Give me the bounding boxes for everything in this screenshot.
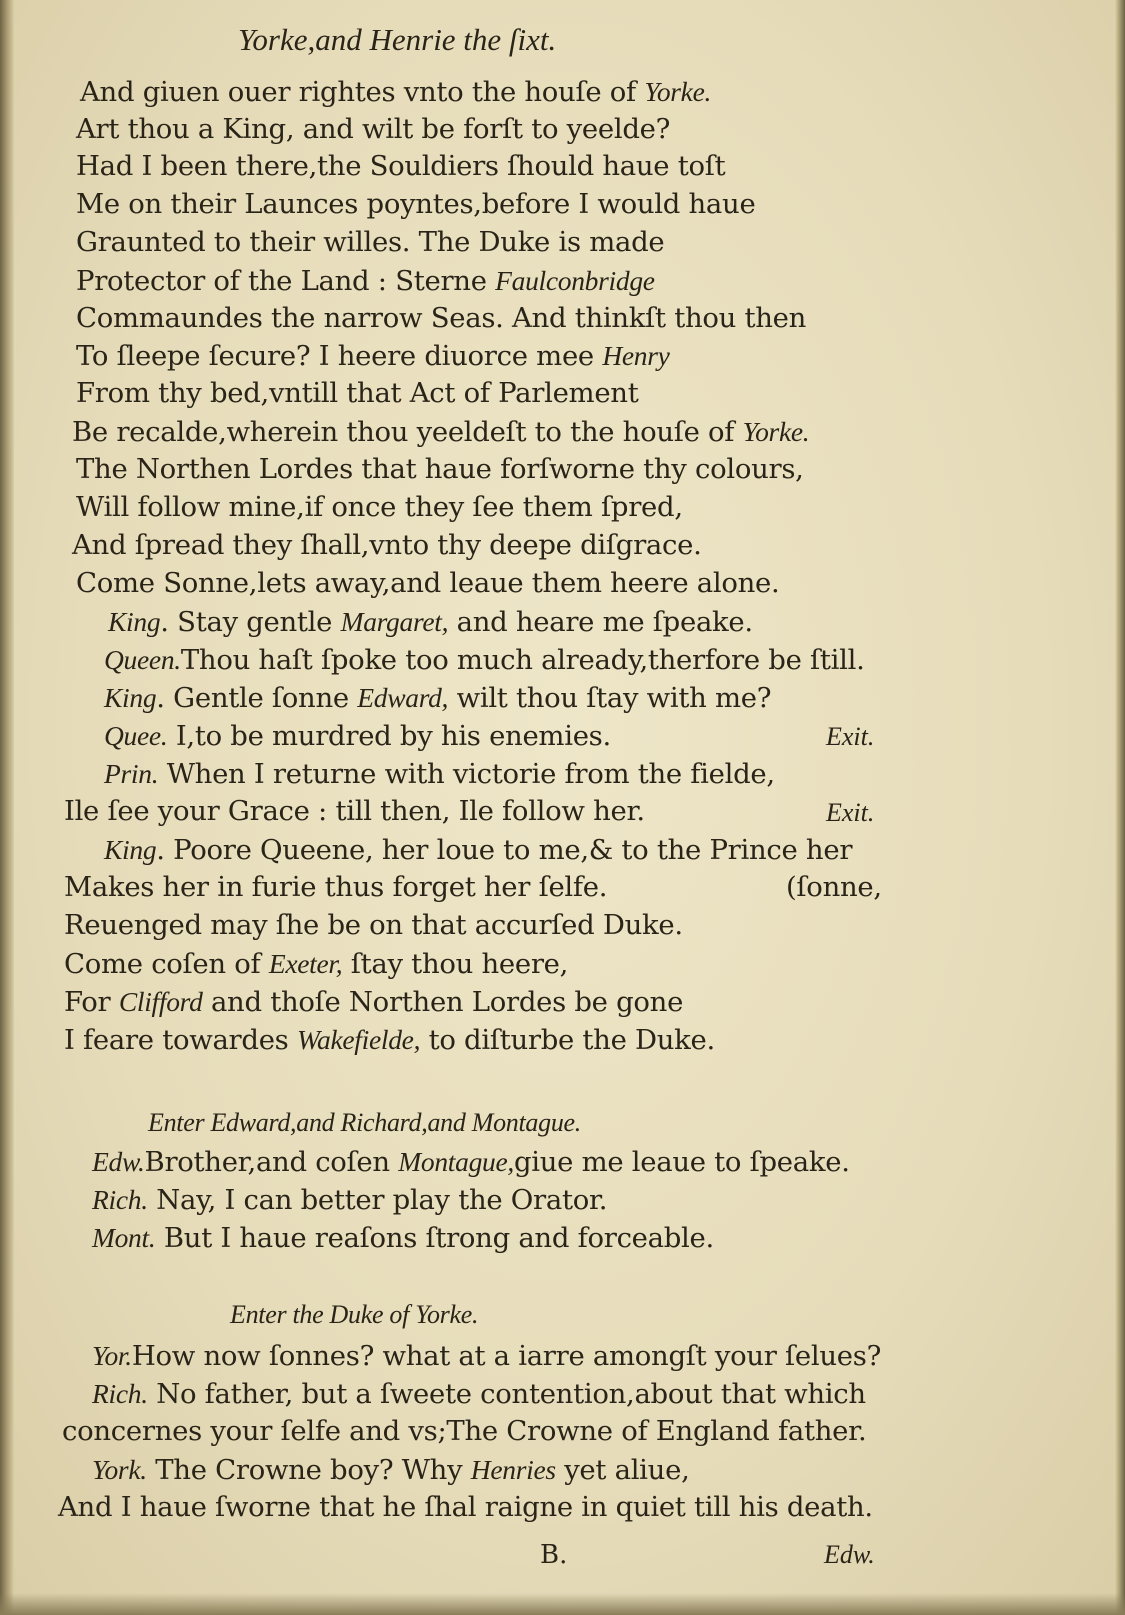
italic-segment: Enter the Duke of Yorke.: [230, 1300, 479, 1329]
verse-line: [108, 608, 753, 637]
text-segment: and heare me ſpeake.: [448, 606, 753, 638]
text-segment: To ſleepe ſecure? I heere diuorce mee: [76, 340, 603, 372]
italic-segment: Henries: [470, 1454, 556, 1485]
text-segment: How now ſonnes? what at a iarre amongſt your ſelues?: [131, 1340, 882, 1372]
text-segment: And I haue ſworne that he ſhal raigne in quiet till his death.: [58, 1491, 873, 1523]
italic-segment: Faulconbridge: [495, 265, 655, 296]
verse-line: [104, 722, 611, 751]
text-segment: When I returne with victorie from the fielde,: [158, 758, 775, 790]
verse-line: [92, 1342, 881, 1371]
verse-line: [76, 188, 756, 220]
verse-line: [76, 342, 670, 371]
text-segment: wilt thou ſtay with me?: [448, 682, 772, 714]
italic-segment: Enter Edward,and Richard,and Montague.: [148, 1108, 581, 1137]
verse-line: [64, 1026, 715, 1055]
text-segment: From thy bed,vntill that Act of Parlement: [76, 377, 639, 409]
text-segment: . Stay gentle: [160, 606, 341, 638]
catchword: Edw.: [824, 1540, 875, 1569]
italic-segment: Henry: [602, 340, 670, 371]
text-segment: Commaundes the narrow Seas. And thinkſt thou then: [76, 302, 807, 334]
text-segment: Nay, I can better play the Orator.: [147, 1184, 608, 1216]
verse-line: [92, 1224, 714, 1253]
verse-line: [76, 567, 780, 599]
stage-direction: [230, 1302, 478, 1328]
italic-segment: King: [108, 606, 161, 637]
italic-segment: Yorke.: [644, 76, 712, 107]
text-segment: For: [64, 986, 119, 1018]
text-segment: Art thou a King, and wilt be forſt to yeelde?: [76, 113, 671, 145]
verse-line: [104, 684, 771, 713]
text-segment: I feare towardes: [64, 1024, 297, 1056]
text-segment: The Crowne boy? Why: [146, 1454, 471, 1486]
text-segment: giue me leaue to ſpeake.: [513, 1146, 850, 1178]
text-segment: Brother,and coſen: [144, 1146, 399, 1178]
text-segment: . Poore Queene, her loue to me,& to the Prince her: [156, 834, 853, 866]
italic-segment: Yor.: [92, 1340, 132, 1371]
exit-direction: Exit.: [826, 722, 875, 751]
text-segment: The Northen Lordes that haue forſworne thy colours,: [76, 453, 804, 485]
verse-line: [104, 836, 852, 865]
italic-segment: Quee.: [104, 720, 168, 751]
verse-line: [76, 453, 804, 485]
italic-segment: Clifford: [118, 986, 203, 1017]
text-segment: Will follow mine,if once they ſee them ſpred,: [76, 491, 683, 523]
verse-line: [76, 491, 683, 523]
verse-line: [76, 377, 639, 409]
verse-line: [80, 78, 711, 107]
text-segment: and thoſe Northen Lordes be gone: [202, 986, 684, 1018]
italic-segment: Rich.: [92, 1378, 148, 1409]
verse-line: [64, 871, 608, 903]
italic-segment: Edward,: [357, 682, 449, 713]
signature-mark: B.: [540, 1540, 568, 1570]
verse-line: [64, 909, 683, 941]
verse-line: [92, 1186, 607, 1215]
text-segment: Be recalde,wherein thou yeeldeſt to the houſe of: [72, 416, 743, 448]
italic-segment: Edw.: [92, 1146, 145, 1177]
italic-segment: Wakefielde,: [296, 1024, 421, 1055]
text-segment: . Gentle ſonne: [156, 682, 358, 714]
verse-line: [76, 226, 665, 258]
italic-segment: York.: [92, 1454, 147, 1485]
text-segment: Ile ſee your Grace : till then, Ile follow her.: [64, 795, 645, 827]
text-segment: Me on their Launces poyntes,before I would haue: [76, 188, 756, 220]
turnover-word: (ſonne,: [786, 871, 882, 903]
verse-line: [64, 988, 683, 1017]
text-segment: yet aliue,: [555, 1454, 690, 1486]
text-segment: Makes her in furie thus forget her ſelfe.: [64, 871, 608, 903]
verse-line: [92, 1456, 690, 1485]
exit-direction: Exit.: [826, 798, 875, 827]
text-segment: Come Sonne,lets away,and leaue them heere alone.: [76, 567, 780, 599]
italic-segment: Margaret,: [340, 606, 449, 637]
text-segment: No father, but a ſweete contention,about that which: [147, 1378, 866, 1410]
text-segment: Thou haſt ſpoke too much already,therfore be ſtill.: [180, 644, 865, 676]
text-segment: Come coſen of: [64, 948, 269, 980]
text-segment: to diſturbe the Duke.: [420, 1024, 715, 1056]
verse-line: [62, 1415, 867, 1447]
text-segment: ſtay thou heere,: [342, 948, 569, 980]
verse-line: [92, 1380, 866, 1409]
italic-segment: Montague,: [398, 1146, 514, 1177]
page-binding-shadow: [0, 0, 14, 1615]
verse-line: [64, 795, 645, 827]
verse-line: [76, 267, 655, 296]
text-segment: Reuenged may ſhe be on that accurſed Duke.: [64, 909, 683, 941]
italic-segment: Mont.: [92, 1222, 156, 1253]
verse-line: [76, 302, 807, 334]
italic-segment: King: [104, 682, 157, 713]
verse-line: [104, 760, 775, 789]
verse-line: [72, 529, 702, 561]
verse-line: [58, 1491, 873, 1523]
italic-segment: Rich.: [92, 1184, 148, 1215]
page-bottom-shadow: [0, 1593, 1125, 1615]
verse-line: [76, 150, 726, 182]
running-head: Yorke,and Henrie the ſixt.: [238, 22, 557, 57]
text-segment: I,to be murdred by his enemies.: [167, 720, 611, 752]
verse-line: [64, 950, 568, 979]
text-segment: But I haue reaſons ſtrong and forceable.: [155, 1222, 714, 1254]
text-segment: concernes your ſelfe and vs;The Crowne of England father.: [62, 1415, 867, 1447]
italic-segment: Yorke.: [742, 416, 810, 447]
stage-direction: [148, 1110, 581, 1136]
italic-segment: King: [104, 834, 157, 865]
verse-line: [76, 113, 671, 145]
text-segment: Protector of the Land : Sterne: [76, 265, 496, 297]
verse-line: [72, 418, 809, 447]
text-segment: And ſpread they ſhall,vnto thy deepe diſgrace.: [72, 529, 702, 561]
verse-line: [104, 646, 865, 675]
italic-segment: Queen.: [104, 644, 181, 675]
text-segment: And giuen ouer rightes vnto the houſe of: [80, 76, 645, 108]
text-segment: Had I been there,the Souldiers ſhould haue toſt: [76, 150, 726, 182]
verse-line: [92, 1148, 850, 1177]
italic-segment: Exeter,: [268, 948, 343, 979]
text-segment: Graunted to their willes. The Duke is made: [76, 226, 665, 258]
italic-segment: Prin.: [104, 758, 159, 789]
page-edge-shadow: [1115, 0, 1125, 1615]
